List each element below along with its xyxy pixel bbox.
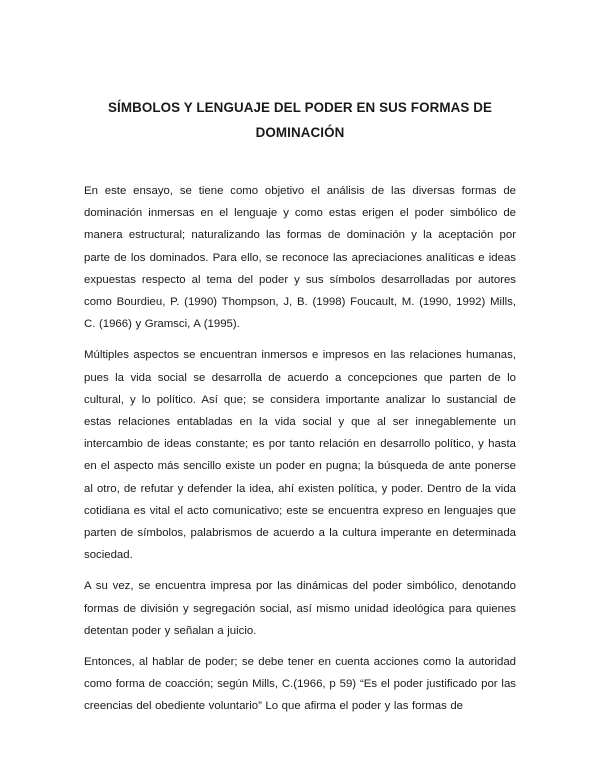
paragraph-4: Entonces, al hablar de poder; se debe tener en cuenta acciones como la autoridad como forma de coacción; según Mills, C.(1966, p 59) “Es el poder justificado por las creencias del obediente voluntario” Lo que afirma el poder y las formas de [84, 656, 516, 713]
title-line-1: SÍMBOLOS Y LENGUAJE DEL PODER EN SUS FORMAS DE [107, 100, 493, 115]
paragraph-3: A su vez, se encuentra impresa por las dinámicas del poder simbólico, denotando formas de división y segregación social, así mismo unidad ideológica para quienes detentan poder y señalan a juicio. [84, 580, 516, 637]
document-body [84, 180, 516, 727]
paragraph-1: En este ensayo, se tiene como objetivo el análisis de las diversas formas de dominación inmersas en el lenguaje y como estas erigen el poder simbólico de manera estructural; naturalizando las formas de dominación y la aceptación por parte de los dominados. Para ello, se reconoce las apreciaciones analíticas e ideas expuestas respecto al tema del poder y sus símbolos desarrolladas por autores como Bourdieu, P. (1990) Thompson, J, B. (1998) Foucault, M. (1990, 1992) Mills, C. (1966) y Gramsci, A (1995). [84, 185, 516, 331]
paragraph-2: Múltiples aspectos se encuentran inmersos e impresos en las relaciones humanas, pues la vida social se desarrolla de acuerdo a concepciones que parten de lo cultural, y lo político. Así que; se considera importante analizar lo sustancial de estas relaciones entabladas en la vida social y que al ser innegablemente un intercambio de ideas constante; es por tanto relación en desarrollo político, y hasta en el aspecto más sencillo existe un poder en pugna; la búsqueda de ante ponerse al otro, de refutar y defender la idea, ahí existen política, y poder. Dentro de la vida cotidiana es vital el acto comunicativo; este se encuentra expreso en lenguajes que parten de símbolos, palabrismos de acuerdo a la cultura imperante en determinada sociedad. [84, 349, 516, 562]
document-title [84, 95, 516, 145]
title-line-2: DOMINACIÓN [255, 125, 345, 140]
